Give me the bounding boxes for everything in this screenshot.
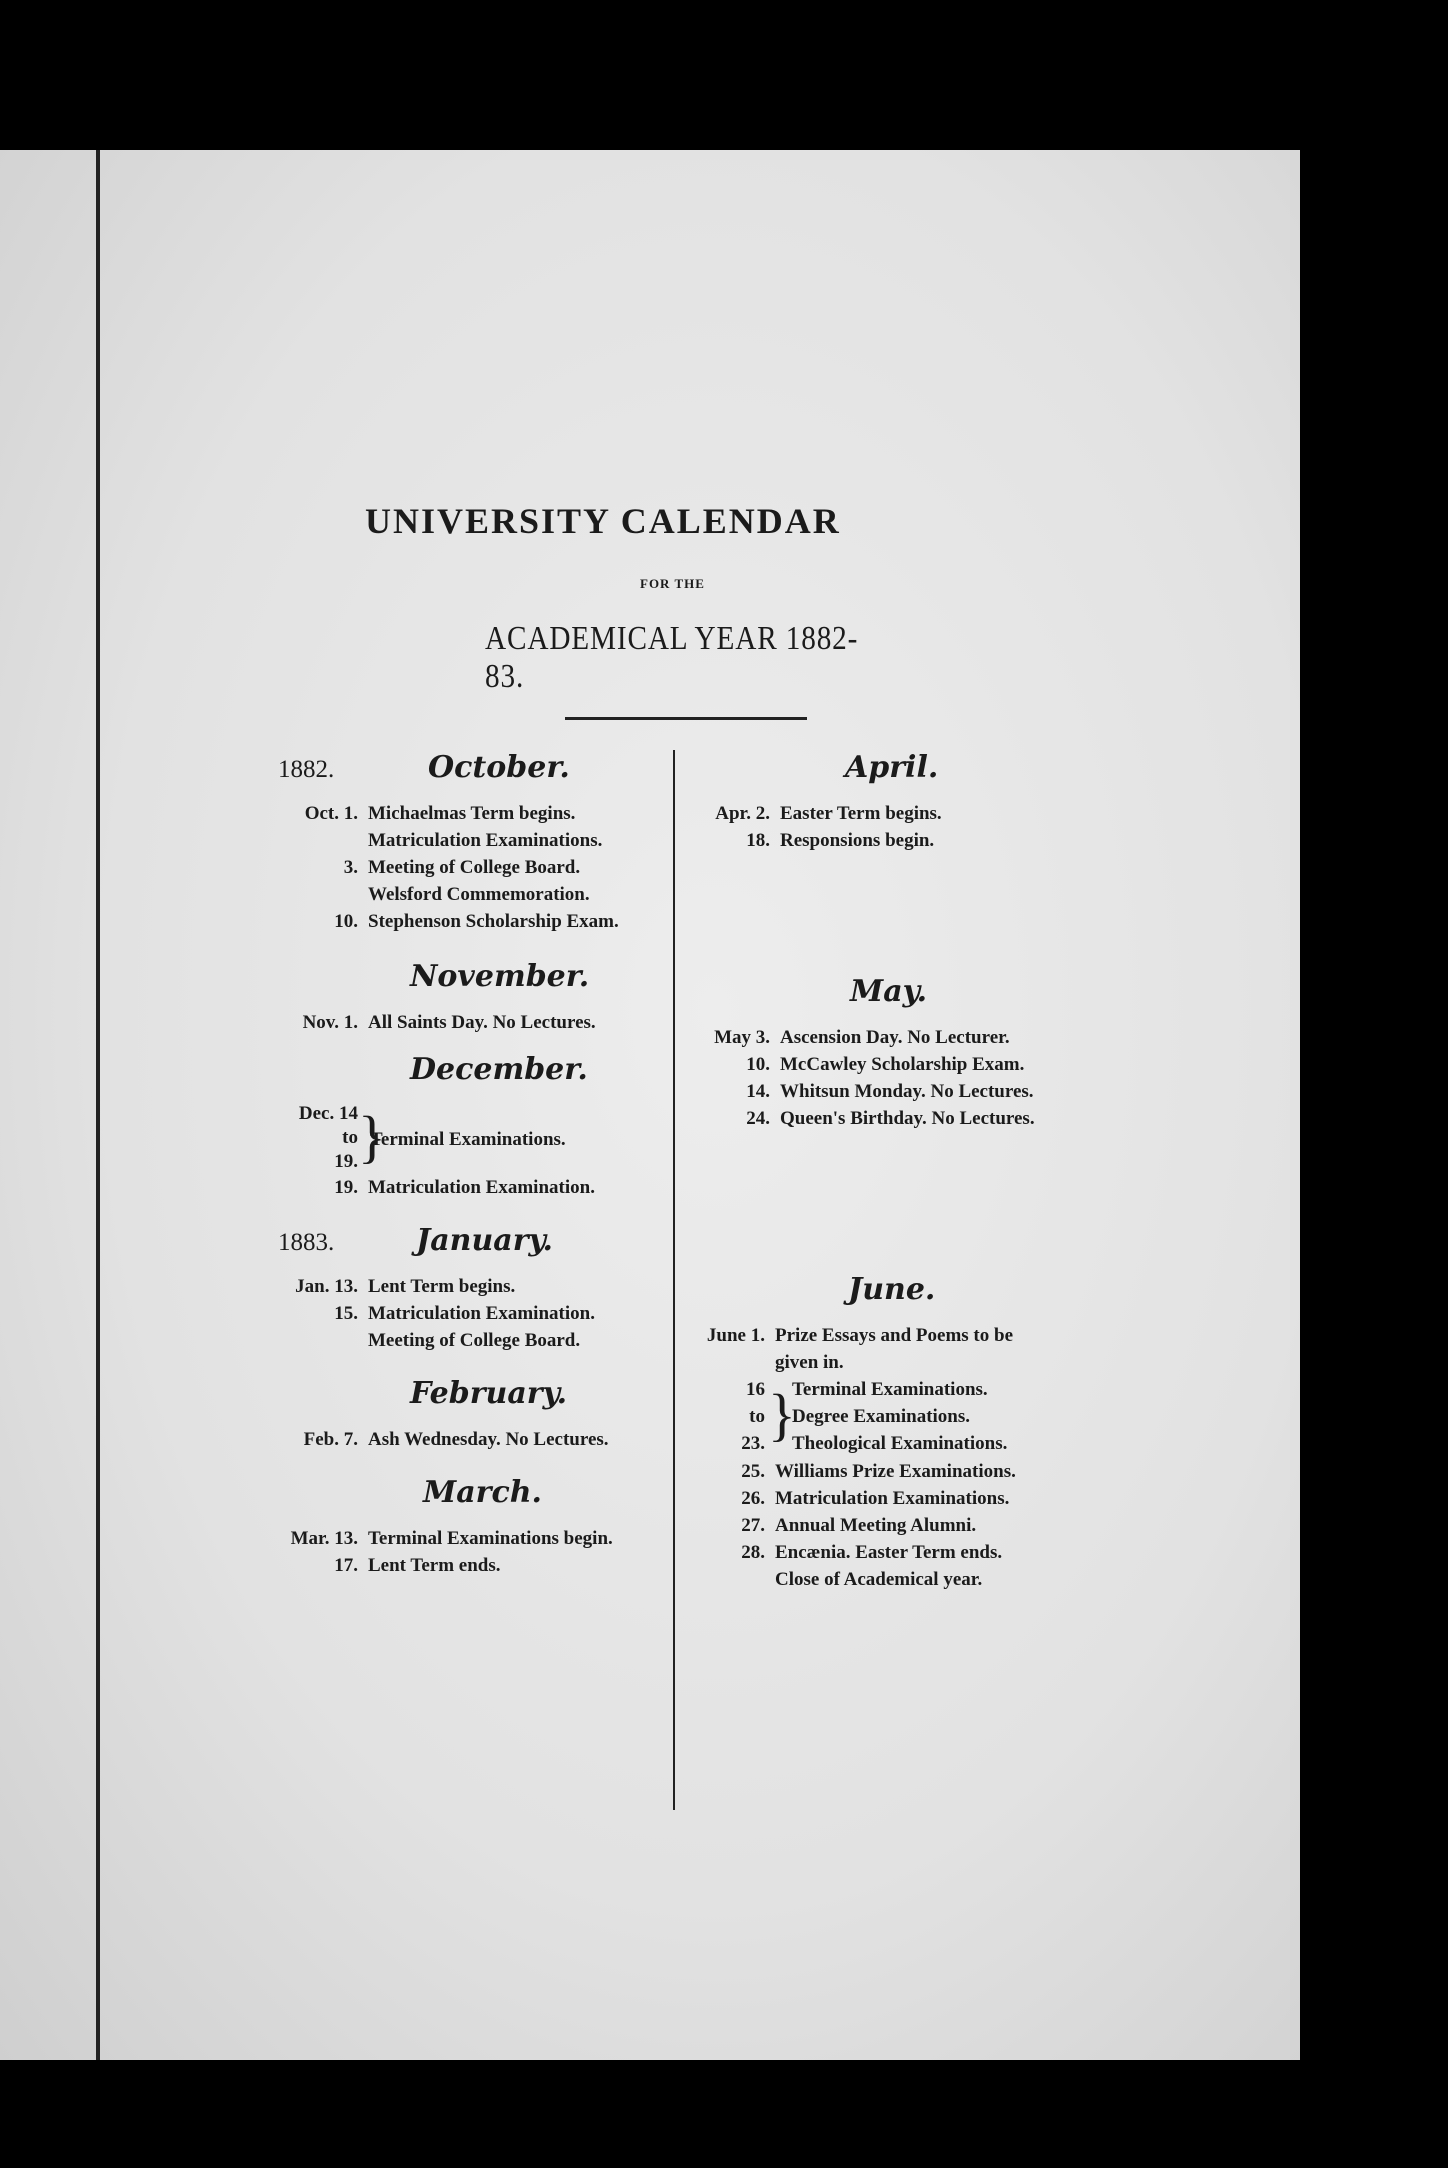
year-label: 1882.: [278, 756, 335, 783]
calendar-entry: [258, 1327, 678, 1354]
march-heading-row: [258, 1475, 678, 1525]
left-column: [258, 750, 678, 1579]
calendar-entry: [680, 1105, 1100, 1132]
january-entries: [258, 1273, 678, 1354]
month-december: December.: [410, 1052, 588, 1087]
calendar-entry: [258, 854, 678, 881]
december-range: [258, 1102, 678, 1174]
calendar-entry: [258, 800, 678, 827]
entry-event: Whitsun Monday. No Lectures.: [780, 1081, 1034, 1102]
entry-event: Williams Prize Examinations.: [775, 1461, 1016, 1482]
november-entries: [258, 1009, 678, 1036]
entry-date: 27.: [741, 1515, 765, 1536]
month-april: April.: [845, 750, 939, 785]
calendar-entry: [258, 1525, 678, 1552]
entry-event: Ascension Day. No Lecturer.: [780, 1027, 1010, 1048]
range-event: Theological Examinations.: [792, 1433, 1008, 1454]
entry-date: 25.: [741, 1461, 765, 1482]
document-page: [0, 150, 1300, 2060]
entry-event: Encænia. Easter Term ends.: [775, 1542, 1003, 1563]
june-range: [680, 1376, 1100, 1458]
entry-event: Queen's Birthday. No Lectures.: [780, 1108, 1035, 1129]
calendar-entry: [680, 1349, 1100, 1376]
entry-event: Matriculation Examinations.: [775, 1488, 1010, 1509]
calendar-entry: [680, 800, 1100, 827]
binding-edge: [96, 150, 100, 2060]
calendar-entry: [258, 1300, 678, 1327]
entry-date: May 3.: [714, 1027, 770, 1048]
month-january: January.: [416, 1223, 553, 1258]
range-from: Dec. 14: [298, 1103, 358, 1124]
entry-date: 10.: [746, 1054, 770, 1075]
range-to: 19.: [334, 1151, 358, 1172]
calendar-entry: [680, 1539, 1100, 1566]
calendar-entry: [258, 881, 678, 908]
calendar-entry: [258, 1273, 678, 1300]
calendar-entry: [258, 1552, 678, 1579]
entry-date: 18.: [746, 830, 770, 851]
entry-event: Lent Term ends.: [368, 1555, 501, 1576]
entry-date: Oct. 1.: [304, 803, 358, 824]
brace-icon: }: [768, 1382, 796, 1447]
june-heading-row: [680, 1272, 1100, 1322]
entry-date: Mar. 13.: [290, 1528, 358, 1549]
month-november: November.: [410, 959, 590, 994]
calendar-entry: [680, 1024, 1100, 1051]
calendar-entry: [680, 1566, 1100, 1593]
calendar-entry: [680, 1078, 1100, 1105]
month-october: October.: [428, 750, 570, 785]
entry-event: Matriculation Examination.: [368, 1177, 595, 1198]
february-entries: [258, 1426, 678, 1453]
december-entries: [258, 1102, 678, 1201]
range-to-word: to: [342, 1127, 358, 1148]
entry-date: June 1.: [706, 1325, 765, 1346]
entry-date: 14.: [746, 1081, 770, 1102]
may-entries: [680, 1024, 1100, 1132]
range-to: 23.: [741, 1433, 765, 1454]
page-title: UNIVERSITY CALENDAR: [365, 501, 841, 541]
entry-date: 28.: [741, 1542, 765, 1563]
january-heading-row: [258, 1223, 678, 1273]
calendar-entry: [680, 1485, 1100, 1512]
entry-date: 17.: [334, 1555, 358, 1576]
range-to-word: to: [749, 1406, 765, 1427]
entry-event: Prize Essays and Poems to be: [775, 1325, 1014, 1346]
entry-event: Close of Academical year.: [775, 1569, 983, 1590]
entry-event: Annual Meeting Alumni.: [775, 1515, 977, 1536]
october-entries: [258, 800, 678, 935]
entry-event: Stephenson Scholarship Exam.: [368, 911, 619, 932]
page-subtitle: FOR THE: [640, 576, 705, 591]
entry-date: 24.: [746, 1108, 770, 1129]
brace-icon: }: [358, 1104, 386, 1169]
entry-event: Meeting of College Board.: [368, 857, 581, 878]
academic-year-heading: ACADEMICAL YEAR 1882-83.: [485, 620, 859, 695]
calendar-entry: [680, 827, 1100, 854]
right-column: [680, 750, 1100, 1593]
calendar-entry: [258, 1009, 678, 1036]
year-label: 1883.: [278, 1229, 335, 1256]
calendar-entry: [680, 1458, 1100, 1485]
entry-event: Responsions begin.: [780, 830, 935, 851]
calendar-entry: [258, 1174, 678, 1201]
entry-date: 15.: [334, 1303, 358, 1324]
april-entries: [680, 800, 1100, 854]
entry-date: Feb. 7.: [303, 1429, 358, 1450]
calendar-entry: [680, 1512, 1100, 1539]
entry-date: 10.: [334, 911, 358, 932]
entry-event: McCawley Scholarship Exam.: [780, 1054, 1025, 1075]
range-event: Terminal Examinations.: [370, 1129, 566, 1150]
calendar-entry: [258, 1426, 678, 1453]
april-heading-row: [680, 750, 1100, 800]
entry-event: Easter Term begins.: [780, 803, 942, 824]
entry-event: Michaelmas Term begins.: [368, 803, 576, 824]
calendar-entry: [258, 908, 678, 935]
entry-date: 3.: [343, 857, 358, 878]
entry-event: Terminal Examinations begin.: [368, 1528, 613, 1549]
entry-event: Welsford Commemoration.: [368, 884, 590, 905]
entry-date: 26.: [741, 1488, 765, 1509]
december-heading-row: [258, 1052, 678, 1102]
june-entries: [680, 1322, 1100, 1593]
march-entries: [258, 1525, 678, 1579]
entry-event: Ash Wednesday. No Lectures.: [368, 1429, 609, 1450]
entry-event: All Saints Day. No Lectures.: [368, 1012, 596, 1033]
range-event: Terminal Examinations.: [792, 1379, 988, 1400]
range-from: 16: [746, 1379, 765, 1400]
entry-date: Nov. 1.: [302, 1012, 358, 1033]
entry-date: 19.: [334, 1177, 358, 1198]
entry-event: Meeting of College Board.: [368, 1330, 581, 1351]
entry-event: Matriculation Examinations.: [368, 830, 603, 851]
february-heading-row: [258, 1376, 678, 1426]
entry-date: Apr. 2.: [715, 803, 770, 824]
range-event: Degree Examinations.: [792, 1406, 971, 1427]
may-heading-row: [680, 974, 1100, 1024]
november-heading-row: [258, 959, 678, 1009]
month-june: June.: [848, 1272, 936, 1307]
month-may: May.: [850, 974, 928, 1009]
entry-event: given in.: [775, 1352, 844, 1373]
month-february: February.: [410, 1376, 568, 1411]
calendar-entry: [680, 1051, 1100, 1078]
entry-event: Matriculation Examination.: [368, 1303, 595, 1324]
title-rule: [565, 717, 807, 720]
calendar-entry: [258, 827, 678, 854]
entry-date: Jan. 13.: [295, 1276, 358, 1297]
calendar-entry: [680, 1322, 1100, 1349]
month-march: March.: [423, 1475, 542, 1510]
october-heading-row: [258, 750, 678, 800]
entry-event: Lent Term begins.: [368, 1276, 516, 1297]
